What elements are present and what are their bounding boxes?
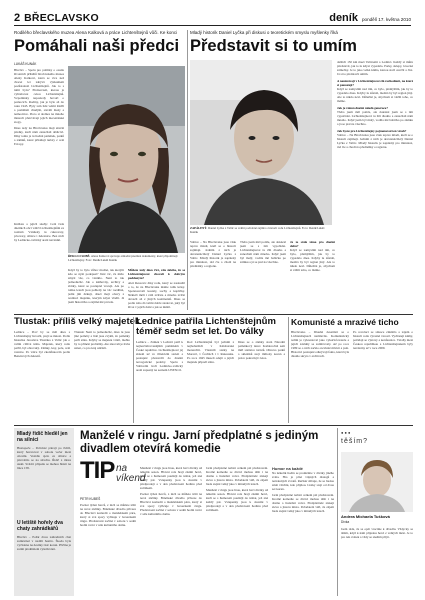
row2-b-col3: Dnes se o zámky stará Národní památkový ústav. Každoročně sem míří statisíce turistů. Obnova parků a skleníků stojí miliony korun a práce pokračují i letos. [238,340,285,360]
row2-b-headline: Lednice patřila Lichtenštejnům téměř sedm set let. Do války [136,316,276,337]
row3-col1: Poznat týden herců, z nich se můžete těšit na nové zážitky. Brněnské divadlo přiveze do Břeclavi komedii o manželském páru, který si své spory vyřizuje v boxerském ringu. Představení začíná v sobotu v sedm hodin večer v sále kulturního domu. [80,503,136,527]
row3-col4: Humor na každé Na několik hodin se proměníte v diváky jiného světa. Hra je plná vtipných dialogů a nečekaných zvratů. Režisér slibuje, že se budou smát všichni, kdo přijdou. Lístky stojí od dvou set korun. Jarní předplatné nabízí celkem pět představení. Kromě komedie se diváci mohou těšit i na drama a hudební večer. Předplatitelé získají slevu a jistotu místa. Pořadatelé věří, že zájem bude stejně velký jako v minulých letech. [272,466,334,513]
story2-col3: Je to stále téma pro dnešní dobu? Když se zamyslím nad tím, co bylo, přemýšlím, jak by to vypadalo dnes. Kdyby tu zůstali, možná by byl region jiný. Ale to nikdo neví. Důležité je, abychom si vážili toho, co máme. [290,240,335,272]
row3-main-headline: Manželé v ringu. Jarní předplatné s jediným divadlem otevírá komedie [80,430,319,455]
row2-c-col1: Břeclavsko – Dlouhá desetiletí se o Lichtenštejnech nemluvilo. Komunistický režim je vykresloval jako vykořisťovatele a jejich zásluhy se zamlčovaly. Až po roce 1989 se o nich začalo otevřeně mluvit a psát. Historici postupně odkrývají fakta, která byla dlouho skryta v archivech. [291,330,349,358]
row2-b-col1: Lednice – Zámek v Lednici patří k nejnavštěvovanějším památkám v České republice. Lichtenštejnové jej získali už ve třináctém století a postupně přestavěli do dnešní novogotické podoby. Spolu s Valticemi tvoří Lednicko-valtický areál zapsaný na seznam UNESCO. [136,340,183,372]
side-name: Andrea Michaela Tušková [341,514,390,519]
brief2-body: Břeclav – Požár dvou zahradních chat zaměstnal v neděli hasiče. Škoda byla vyčíslena na desítky tisíc korun. Příčina je zatím předmětem vyšetřování. [17,535,71,551]
story1-photo [68,66,185,253]
row2-a-col2: Tlustak: Není to jednoduché, dnes tu jsou jiné poměry a lidé jsou zvyklí, že památky patří státu. Kdyby se majetek vrátil, mohlo by to přinést problémy. Ale zároveň je třeba uznat, co pro kraj udělali. [74,330,130,350]
page-header [14,12,411,26]
story1-col1-cont: Knížata a jejich snahy: Celá řada dnešních obcí vděčí Lichtenštejnům za rozkvět. Vznikaly tu cukrovary, pivovary, silnice i železnice. Bez nich by Lednicko-valtický areál nevznikl. [14,222,64,242]
brief2-title: U letiště hořely dva chaty zahrádkářů [17,520,63,532]
story2-photo-caption: ZAPÁLENÝ. Daniel Lyčka z Valtic se velmi podrobně zajímá o historii rodu Lichtenštejnů. Foto: Deník/Lukáš Kunák [190,226,325,234]
story2-headline: Představit si to umím [190,37,357,55]
row2-b-col2: Rod Lichtenštejnů byl jedním z nejbohatších v habsburské monarchii. Vlastnili statky na Moravě, v Čechách i v Rakousku. Po roce 1945 museli odejít a jejich majetek připadl státu. [187,340,234,364]
story1-col3: Můžete tedy dnes říct, zda skleba, že se Lichtenštejnové chovali k dobrým poddaným? Aleš Ressová: díky rodu, který se zasloužil o to, že na Břeclavsku máme tolik krásy. Sponzorovali kostely, sochy a kapličky. Někteří měli i rádi zvířata a mnoho zvířat dovezli až z jiných kontinentů. Dnes se podle toho dá velmi dobře sledovat, jaký byl život v jejich době a jak se měnil. [128,268,185,309]
story2-right-col: dalších 150 km mezi Valticemi a Lednicí. Každý si může představit, jak to tu kdysi vypadalo. Parky, sklepy, lovecké zámečky. Je to jako velká kniha, kterou stačí otevřít a číst. Já si to představit umím. A neuznávají v Lichtenštejnové zlá rozhodnutí, na které si pamatují? Když se zamyslím nad tím, co bylo, přemýšlím, jak by to vypadalo dnes. Kdyby tu zůstali, možná by byl region jiný. Ale to nikdo neví. Důležité je, abychom si vážili toho, co máme. Jak je vnímá dnešní mladá generace? Třeba jsem měl potíže, ale dokázal jsem se s tím vypořádat. Lichtenštejnové tu žili dlouho a zanechali nám mnoho. Když jsem byl malý, vodila mě babička po zámku a já se ptal na všechno. Jak byste pro Lichtenštejny pojmenoval ten vztah? Valtice – Na Břeclavsku jsou však teprve mladí, kteří se o historii zajímají. Jedním z nich je devatenáctiletý Daniel Lyčka z Valtic. Mladý historik je zapálený pro minulost, rád čte a chodí na přednášky o regionu. [337,60,413,149]
brief1-body: Hustopeče – Policisté pátrají po řidiči, který havaroval v sobotu večer mezi obcemi. Vozidlo sjelo ze silnice a převrátilo se na střechu. Řidič z místa utekl. Svědci případu se mohou hlásit na lince 158. [17,446,71,470]
side-photo [341,452,413,512]
story1-col1: Břeclav – Spolu pro publiky o osudu životních příběhů břeclavského muzea Aleny Kalkové, která se více než dvacet let zabývá výzkumem pozůstalosti Lichtenštejnů. Jak to s nimi bylo? Předsevzetí, kterou je vyhrabovat celou Lichtenštejnů. Vzpomínky naposledy hovoří o pomocích. Rodiny, jak je bylo až do roku 1945. Byly tam lidé velmi štědří a pomáhali chudým, stavěli školy a nemocnice. Proto si dodnes na mnoho místech přetrvávají jejich mecenášské stopy. Dnes tedy na Břeclavsku mají skvělé předky, kteří nám zanechali dědictví. Díky tomu je tu hodně památek, parků a zámků, které přitahují turisty z celé Evropy. [14,68,64,146]
tip-badge: TIP na víkend [80,457,146,484]
brief1-title: Mladý řidič hleděl jen na silnici [17,431,68,443]
row2-a-headline: Tlustak: příliš velký majetek [14,316,141,327]
story1-headline: Pomáhali naši předci [14,37,180,55]
story2-col1: Valtice – Na Břeclavsku jsou však teprve mladí, kteří se o historii zajímají. Jedním z nich je devatenáctiletý Daniel Lyčka z Valtic. Mladý historik je zapálený pro minulost, rád čte a chodí na přednášky o regionu. [190,240,236,268]
side-body: Jsem ráda, že se opět vracíme k divadlu. Vždycky se těším, když k nám přijedou herci z velkých měst. Je to pro nás svátek a vždy se snažím přijít. [341,527,413,539]
side-label: těším? [341,438,369,445]
story1-byline: LUKÁŠ KUNÁK [14,62,37,66]
side-dots: ● ● ● [341,430,351,435]
story1-photo-caption: ŘEKLI O SOBĚ. Alena Kalková spravuje armadní písemné dokumenty, které připomínají Lichtenštejny. Foto: Deník/Lukáš Kunák [68,254,178,262]
row2-c-headline: Komunisté a mrazivé ticho [291,317,399,327]
issue-date: pondělí 17. května 2010 [361,17,411,22]
story2-col2: Třeba jsem měl potíže, ale dokázal jsem se s tím vypořádat. Lichtenštejnové tu žili dlouho a zanechali nám mnoho. Když jsem byl malý, vodila mě babička po zámku a já se ptal na všechno. [240,240,286,264]
section-title: BŘECLAVSKO [24,12,99,24]
story2-kicker: Mladý historik Daniel Lyčka při diskusi o teoretickém smyslu myšlenky říká [190,30,338,35]
row3-col3: Jarní předplatné nabízí celkem pět představení. Kromě komedie se diváci mohou těšit i na drama a hudební večer. Předplatitelé získají slevu a jistotu místa. Pořadatelé věří, že zájem bude stejně velký jako v minulých letech. Manželé v ringu jsou hrou, která baví diváky už několik sezon. Hlavní role hrají známí herci, kteří se s humorem pouštějí do témat, jež zná každý pár. Vstupenky jsou k dostání v předprodeji a v den představení hodinu před začátkem. [206,466,268,512]
page-number: 2 [14,12,21,24]
row2-a-col1: Lednice – Proč by se měl dnes s Lichtenštejny hovořit, ptají se mnozí. Podle historika Jaroslava Tlustáka z Valtic jde o velmi citlivé téma. Majetek, který rodu patřil, byl obrovský. Zámky, lesy, pole, celé vesnice. Po válce byl zkonfiskován podle Benešových dekretů. [14,330,70,358]
side-role: Dívka [341,520,350,524]
brand-logo: deník [329,12,358,24]
story2-photo [190,60,332,225]
row3-col2: Manželé v ringu jsou hrou, která baví diváky už několik sezon. Hlavní role hrají známí herci, kteří se s humorem pouštějí do témat, jež zná každý pár. Vstupenky jsou k dostání v předprodeji a v den představení hodinu před začátkem. Poznat týden herců, z nich se můžete těšit na nové zážitky. Brněnské divadlo přiveze do Břeclavi komedii o manželském páru, který si své spory vyřizuje v boxerském ringu. Představení začíná v sobotu v sedm hodin večer v sále kulturního domu. [140,466,202,516]
story1-col2: Když by to bylo vůbec možné, tak kterým kdo se nyní podepsal? Jistě víc, že mělo smysl vše, co vzniklo. Není to tak jednoduché. Jde o knihovny, archivy a sbírky, které se postupně vracejí. Ale po tolika letech jsou pohledy na věc rozdílné, jedni jim děkují, druzí mají obavy z restitucí majetku, kterým kdysi vládli. Já jsem historička a zajímá mě pravda. [68,268,124,304]
story1-kicker: Rodilého břeclavského muzea Alena Kalková a práce Lichtenštejnů vůči. Ke konci [14,30,178,35]
row2-c-col2: Po revoluci se situace změnila a zájem o historii rodu výrazně vzrostl. Vycházejí knihy, pořádají se výstavy a konference. Vztahy mezi Českou republikou a Lichtenštejnskem byly navázány až v roce 2009. [353,330,413,350]
row3-byline: PETR KUBEŠ [80,497,101,501]
